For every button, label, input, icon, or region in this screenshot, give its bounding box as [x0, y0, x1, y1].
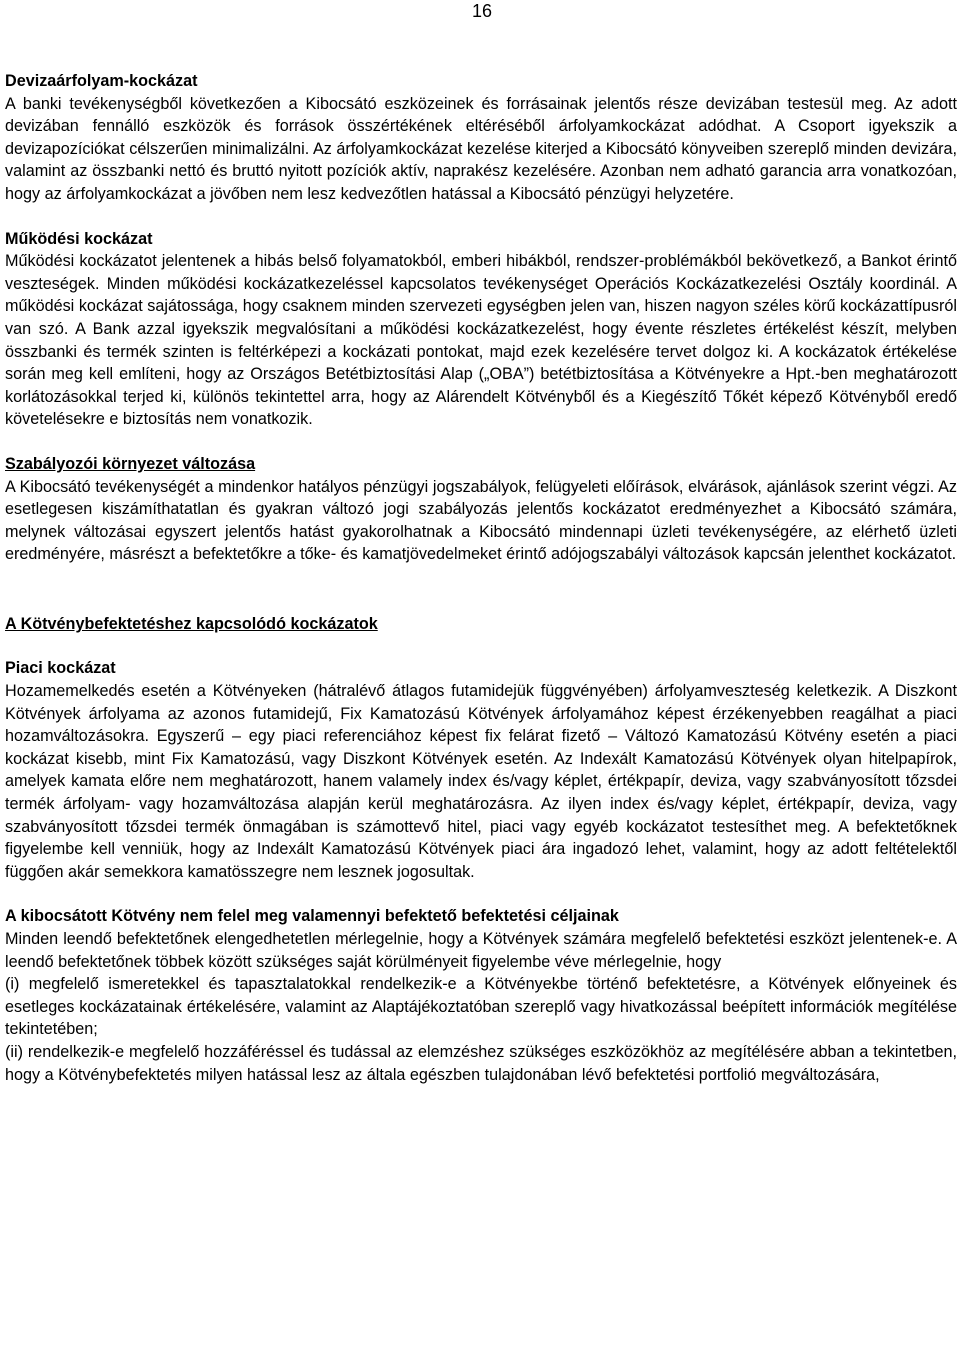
spacer [5, 566, 957, 613]
paragraph-operational-risk: Működési kockázatot jelentenek a hibás belső folyamatokból, emberi hibákból, rendszer-problémákból bekövetkező, a Bankot érintő veszteségek. Minden működési kockázatkezeléssel kapcsolatos tevékenységet Operációs Kockázatkezelési Osztály koordinál. A működési kockázat sajátossága, hogy csaknem minden szervezeti egységben jelen van, hiszen nagyon széles körű kockázattípusról van szó. A Bank azzal igyekszik megvalósítani a működési kockázatkezelést, hogy évente részletes értékelést készít, melyben összbanki és termék szinten is feltérképezi a kockázati pontokat, majd ezek kezelésére tervet dolgoz ki. A kockázatok értékelése során meg kell említeni, hogy az Országos Betétbiztosítási Alap („OBA”) betétbiztosítása a Kötvényekre a Hpt.-ben meghatározott korlátozásokkal terjed ki, különös tekintettel arra, hogy az Alárendelt Kötvényből és a Kiegészítő Tőkét képező Kötvényből eredő követelésekre e biztosítás nem vonatkozik. [5, 252, 957, 429]
section-market-risk [5, 657, 957, 883]
section-operational-risk [5, 228, 957, 431]
heading-bond-risks: A Kötvénybefektetéshez kapcsolódó kockázatok [5, 614, 378, 633]
paragraph-regulatory-change: A Kibocsátó tevékenységét a mindenkor hatályos pénzügyi jogszabályok, felügyeleti előírások, elvárások, ajánlások szerint végzi. Az esetlegesen kiszámíthatatlan és gyakran változó jogi szabályozás jelentős kockázatot eredményezhet a Kibocsátó számára, melynek változásai egyszert jelentős hatást gyakorolhatnak a Kibocsátó mindennapi üzleti tevékenységére, az elérhető üzleti eredményére, másrészt a befektetőkre a tőke- és kamatjövedelmeket érintő adójogszabályi változások kapcsán jelenthet kockázatot. [5, 477, 957, 564]
section-fx-risk [5, 70, 957, 206]
list-item-i: (i) megfelelő ismeretekkel és tapasztalatokkal rendelkezik-e a Kötvényekbe történő befektetésre, a Kötvények előnyeinek és esetleges kockázatainak értékelésére, valamint az Alaptájékoztatóban szereplő vagy hivatkozással beépített információk megítélése tekintetében; [5, 975, 957, 1039]
list-item-ii: (ii) rendelkezik-e megfelelő hozzáféréssel és tudással az elemzéshez szükséges eszközökhöz az megítélésére abban a tekintetben, hogy a Kötvénybefektetés milyen hatással lesz az általa egészben tulajdonában lévő befektetési portfolió megváltozására, [5, 1042, 957, 1084]
section-suitability [5, 905, 957, 1086]
section-bond-risks [5, 613, 957, 636]
heading-operational-risk: Működési kockázat [5, 229, 153, 248]
document-body [5, 70, 957, 1086]
paragraph-suitability: Minden leendő befektetőnek elengedhetetlen mérlegelnie, hogy a Kötvények számára megfelelő befektetési eszközt jelentenek-e. A leendő befektetőnek többek között szükséges saját körülményeit figyelembe véve mérlegelnie, hogy [5, 930, 957, 971]
heading-market-risk: Piaci kockázat [5, 659, 116, 678]
paragraph-fx-risk: A banki tevékenységből következően a Kibocsátó eszközeinek és forrásainak jelentős része devizában testesül meg. Az adott devizában fennálló eszközök és források összértékének eltéréséből árfolyamkockázat adódhat. A Csoport igyekszik a devizapozíciókat célszerűen minimalizálni. Az árfolyamkockázat kezelése kiterjed a Kibocsátó könyveiben szereplő minden devizára, valamint az összbanki nettó és bruttó nyitott pozíciók aktív, naprakész kezelésére. Azonban nem adható garancia arra vonatkozóan, hogy az árfolyamkockázat a jövőben nem lesz kedvezőtlen hatással a Kibocsátó pénzügyi helyzetére. [5, 94, 957, 203]
heading-fx-risk: Devizaárfolyam-kockázat [5, 72, 198, 90]
heading-regulatory-change: Szabályozói környezet változása [5, 454, 256, 473]
section-regulatory-change [5, 453, 957, 566]
spacer [5, 883, 957, 905]
page-number: 16 [471, 1, 493, 21]
paragraph-market-risk: Hozamemelkedés esetén a Kötvényeken (hátralévő átlagos futamidejük függvényében) árfolyamveszteség keletkezik. A Diszkont Kötvények árfolyama az azonos futamidejű, Fix Kamatozású Kötvények árfolyamához képest érzékenyebben reagálhat a piaci hozamváltozásokra. Egyszerű – egy piaci referenciához képest fix felárat fizető – Változó Kamatozású Kötvény esetén a piaci kockázat kisebb, mint Fix Kamatozású, vagy Diszkont Kötvények esetén. Az Indexált Kamatozású Kötvények olyan hitelpapírok, amelyek kamata előre nem meghatározott, hanem valamely index és/vagy képlet, értékpapír, deviza, vagy szabványosított tőzsdei termék árfolyam- vagy hozamváltozása alapján kerül meghatározásra. Az ilyen index és/vagy képlet, értékpapír, deviza, vagy szabványosított tőzsdei termék önmagában is számottevő hitel, piaci vagy egyéb kockázatot testesíthet meg. A befektetőknek figyelembe kell venniük, hogy az Indexált Kamatozású Kötvények piaci ára ingadozó lehet, valamint, hogy az adott feltételektől függően akár semekkora kamatösszegre nem lesznek jogosultak. [5, 682, 957, 881]
spacer [5, 635, 957, 657]
heading-suitability: A kibocsátott Kötvény nem felel meg valamennyi befektető befektetési céljainak [5, 907, 619, 926]
spacer [5, 431, 957, 453]
spacer [5, 206, 957, 228]
